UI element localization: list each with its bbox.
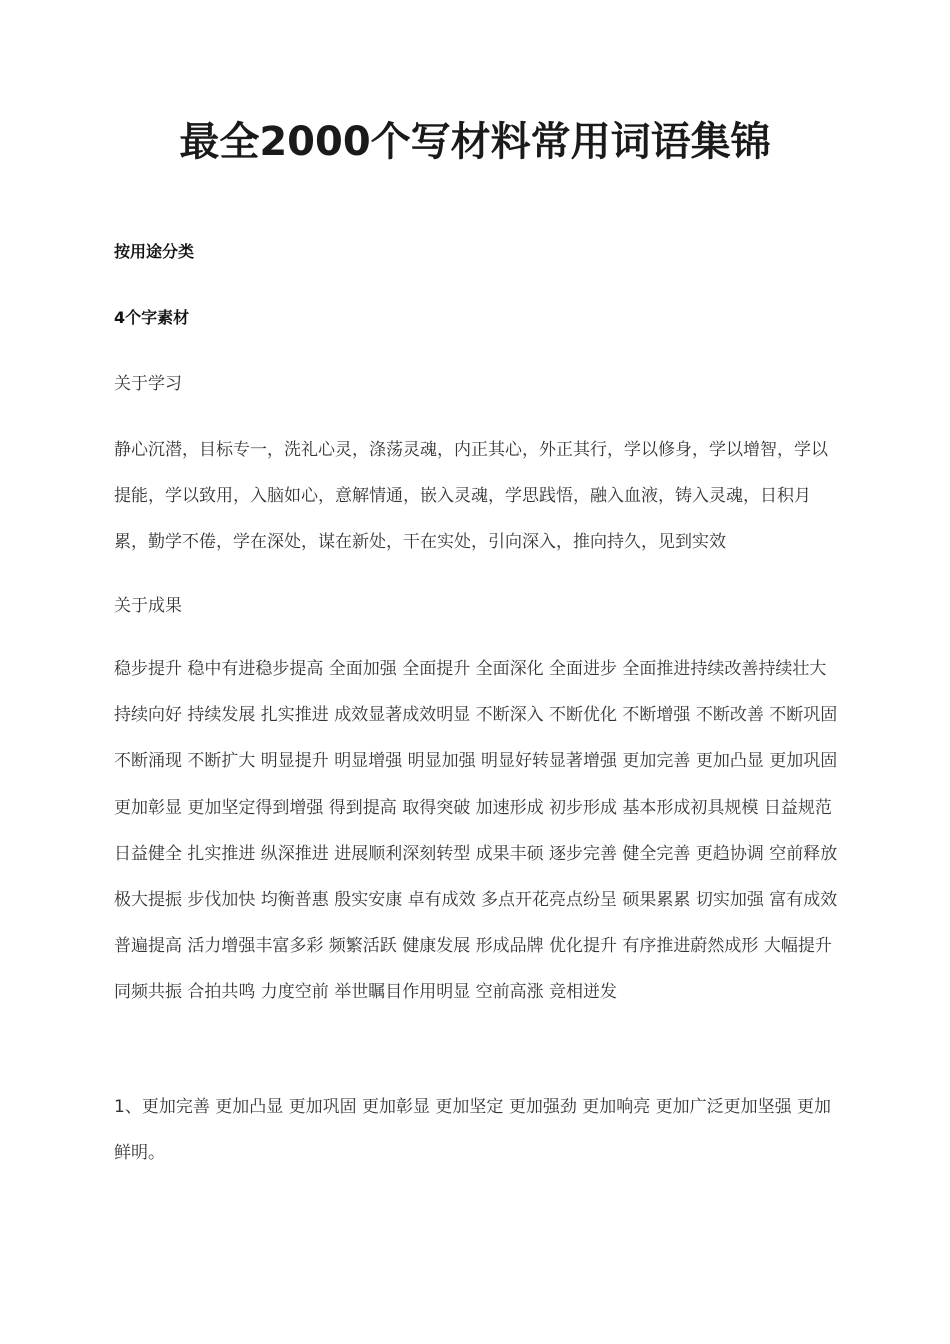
document-title: 最全2000个写材料常用词语集锦 <box>179 119 771 165</box>
topic-content-study: 静心沉潜，目标专一，洗礼心灵，涤荡灵魂，内正其心，外正其行，学以修身，学以增智，学以提能，学以致用，入脑如心，意解情通，嵌入灵魂，学思践悟，融入血液，铸入灵魂，日积月累，勤学不倦，学在深处，谋在新处，干在实处，引向深入，推向持久，见到实效 <box>114 440 828 552</box>
list-item-1: 1、更加完善 更加凸显 更加巩固 更加彰显 更加坚定 更加强劲 更加响亮 更加广泛更加坚强 更加鲜明。 <box>114 1097 832 1163</box>
topic-content-results: 稳步提升 稳中有进稳步提高 全面加强 全面提升 全面深化 全面进步 全面推进持续改善持续壮大 持续向好 持续发展 扎实推进 成效显著成效明显 不断深入 不断优化 不断增强 不断改善 不断巩固不断涌现 不断扩大 明显提升 明显增强 明显加强 明显好转显著增强 更加完善 更加凸显 更加巩固 更加彰显 更加坚定得到增强 得到提高 取得突破 加速形成 初步形成 基本形成初具规模 日益规范 日益健全 扎实推进 纵深推进 进展顺利深刻转型 成果丰硕 逐步完善 健全完善 更趋协调 空前释放极大提振 步伐加快 均衡普惠 殷实安康 卓有成效 多点开花亮点纷呈 硕果累累 切实加强 富有成效 普遍提高 活力增强丰富多彩 频繁活跃 健康发展 形成品牌 优化提升 有序推进蔚然成形 大幅提升 同频共振 合拍共鸣 力度空前 举世瞩目作用明显 空前高涨 竞相迸发 <box>114 659 838 1003</box>
section-heading-four-char: 4个字素材 <box>114 308 190 327</box>
section-heading-by-usage: 按用途分类 <box>114 242 195 261</box>
topic-label-results: 关于成果 <box>114 596 182 616</box>
topic-label-study: 关于学习 <box>114 374 182 394</box>
